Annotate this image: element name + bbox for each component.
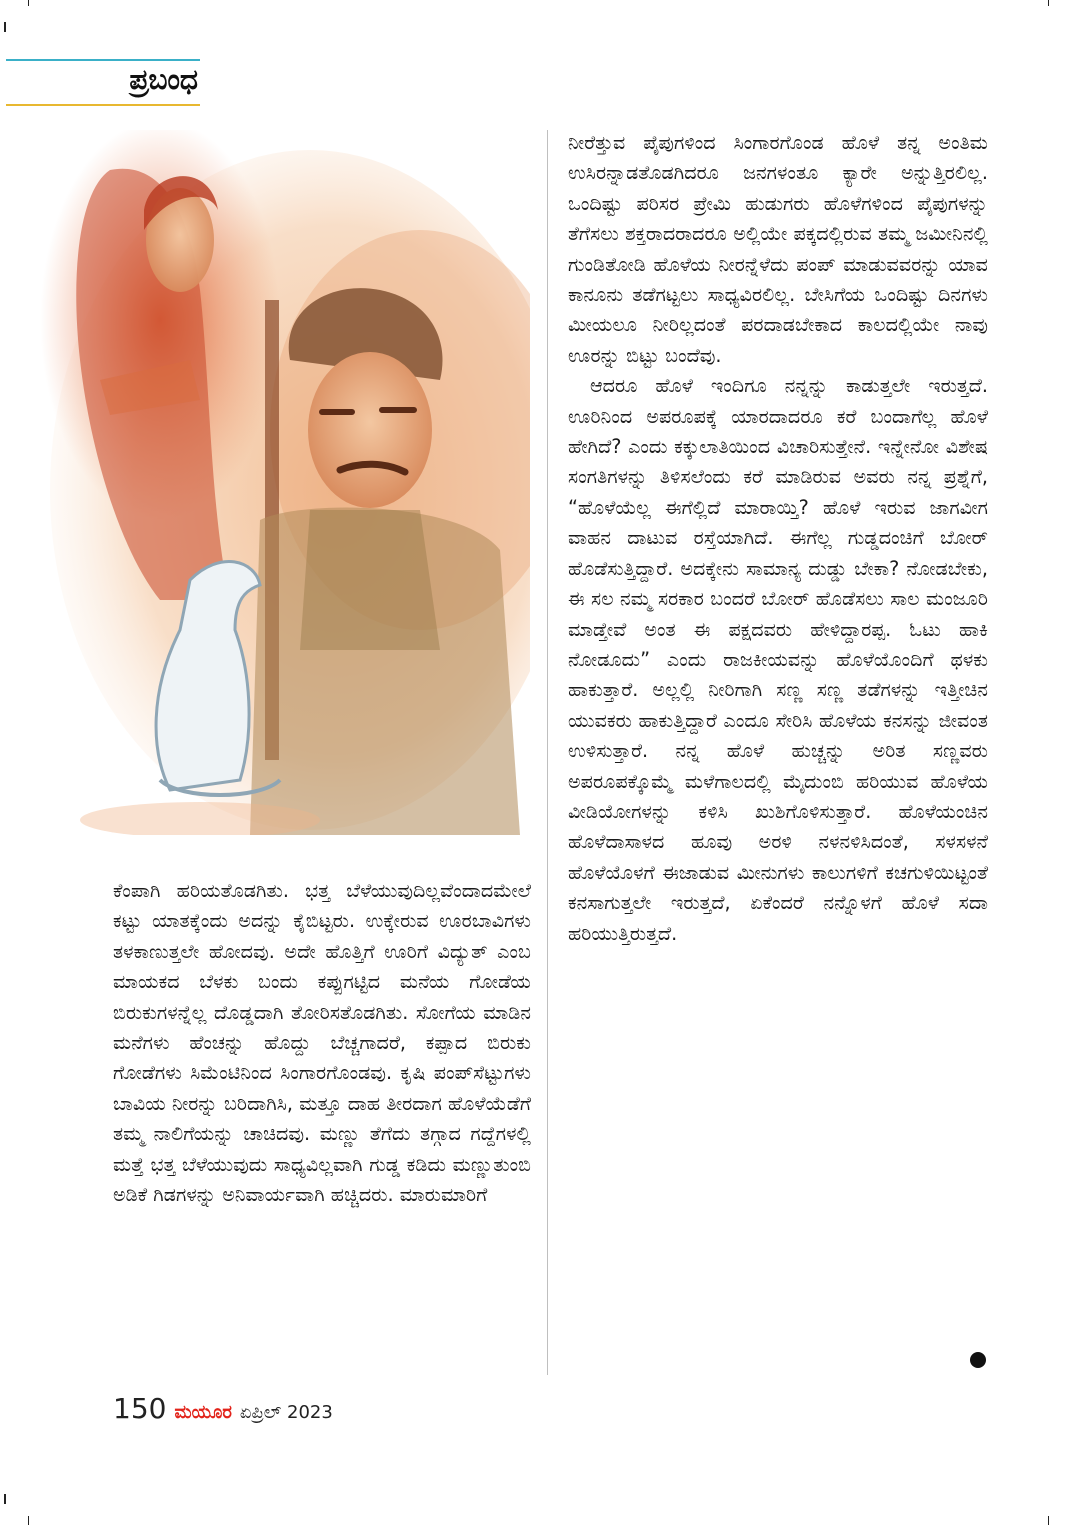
crop-mark xyxy=(4,1494,6,1504)
magazine-logo: ಮಯೂರ xyxy=(174,1402,232,1423)
body-paragraph: ಆದರೂ ಹೊಳೆ ಇಂದಿಗೂ ನನ್ನನ್ನು ಕಾಡುತ್ತಲೇ ಇರುತ್ತದೆ. ಊರಿನಿಂದ ಅಪರೂಪಕ್ಕೆ ಯಾರದಾದರೂ ಕರೆ ಬಂದಾಗೆಲ್ಲ ಹೊಳೆ ಹೇಗಿದೆ? ಎಂದು ಕಕ್ಕುಲಾತಿಯಿಂದ ವಿಚಾರಿಸುತ್ತೇನೆ. ಇನ್ನೇನೋ ವಿಶೇಷ ಸಂಗತಿಗಳನ್ನು ತಿಳಿಸಲೆಂದು ಕರೆ ಮಾಡಿರುವ ಅವರು ನನ್ನ ಪ್ರಶ್ನೆಗೆ, “ಹೊಳೆಯೆಲ್ಲ ಈಗೆಲ್ಲಿದೆ ಮಾರಾಯ್ತಿ? ಹೊಳೆ ಇರುವ ಜಾಗವೀಗ ವಾಹನ ದಾಟುವ ರಸ್ತೆಯಾಗಿದೆ. ಈಗೆಲ್ಲ ಗುಡ್ಡದಂಚಿಗೆ ಬೋರ್ ಹೊಡೆಸುತ್ತಿದ್ದಾರೆ. ಅದಕ್ಕೇನು ಸಾಮಾನ್ಯ ದುಡ್ಡು ಬೇಕಾ? ನೋಡಬೇಕು, ಈ ಸಲ ನಮ್ಮ ಸರಕಾರ ಬಂದರೆ ಬೋರ್ ಹೊಡೆಸಲು ಸಾಲ ಮಂಜೂರಿ ಮಾಡ್ತೇವೆ ಅಂತ ಈ ಪಕ್ಷದವರು ಹೇಳಿದ್ದಾರಪ್ಪ. ಓಟು ಹಾಕಿ ನೋಡೂದು” ಎಂದು ರಾಜಕೀಯವನ್ನು ಹೊಳೆಯೊಂದಿಗೆ ಥಳಕು ಹಾಕುತ್ತಾರೆ. ಅಲ್ಲಲ್ಲಿ ನೀರಿಗಾಗಿ ಸಣ್ಣ ಸಣ್ಣ ತಡೆಗಳನ್ನು ಇತ್ತೀಚಿನ ಯುವಕರು ಹಾಕುತ್ತಿದ್ದಾರೆ ಎಂದೂ ಸೇರಿಸಿ ಹೊಳೆಯ ಕನಸನ್ನು ಜೀವಂತ ಉಳಿಸುತ್ತಾರೆ. ನನ್ನ ಹೊಳೆ ಹುಚ್ಚನ್ನು ಅರಿತ ಸಣ್ಣವರು ಅಪರೂಪಕ್ಕೊಮ್ಮೆ ಮಳೆಗಾಲದಲ್ಲಿ ಮೈದುಂಬಿ ಹರಿಯುವ ಹೊಳೆಯ ವೀಡಿಯೋಗಳನ್ನು ಕಳಿಸಿ ಖುಶಿಗೊಳಿಸುತ್ತಾರೆ. ಹೊಳೆಯಂಚಿನ ಹೊಳೆದಾಸಾಳದ ಹೂವು ಅರಳಿ ನಳನಳಿಸಿದಂತೆ, ಸಳಸಳನೆ ಹೊಳೆಯೊಳಗೆ ಈಜಾಡುವ ಮೀನುಗಳು ಕಾಲುಗಳಿಗೆ ಕಚಗುಳಿಯಿಟ್ಟಂತೆ ಕನಸಾಗುತ್ತಲೇ ಇರುತ್ತದೆ, ಏಕೆಂದರೆ ನನ್ನೊಳಗೆ ಹೊಳೆ ಸದಾ ಹರಿಯುತ್ತಿರುತ್ತದೆ. xyxy=(568,374,988,945)
end-of-article-bullet xyxy=(970,1352,986,1368)
accent-rule-bottom xyxy=(6,104,200,106)
body-paragraph: ಕೆಂಪಾಗಿ ಹರಿಯತೊಡಗಿತು. ಭತ್ತ ಬೆಳೆಯುವುದಿಲ್ಲವೆಂದಾದಮೇಲೆ ಕಟ್ಟು ಯಾತಕ್ಕೆಂದು ಅದನ್ನು ಕೈಬಿಟ್ಟರು. ಉಕ್ಕೇರುವ ಊರಬಾವಿಗಳು ತಳಕಾಣುತ್ತಲೇ ಹೋದವು. ಅದೇ ಹೊತ್ತಿಗೆ ಊರಿಗೆ ವಿದ್ಯುತ್ ಎಂಬ ಮಾಯಕದ ಬೆಳಕು ಬಂದು ಕಪ್ಪುಗಟ್ಟಿದ ಮನೆಯ ಗೋಡೆಯ ಬಿರುಕುಗಳನ್ನೆಲ್ಲ ದೊಡ್ಡದಾಗಿ ತೋರಿಸತೊಡಗಿತು. ಸೋಗೆಯ ಮಾಡಿನ ಮನೆಗಳು ಹೆಂಚನ್ನು ಹೊದ್ದು ಬೆಚ್ಚಗಾದರೆ, ಕಪ್ಪಾದ ಬಿರುಕು ಗೋಡೆಗಳು ಸಿಮೆಂಟಿನಿಂದ ಸಿಂಗಾರಗೊಂಡವು. ಕೃಷಿ ಪಂಪ್‌ಸೆಟ್ಟುಗಳು ಬಾವಿಯ ನೀರನ್ನು ಬರಿದಾಗಿಸಿ, ಮತ್ತೂ ದಾಹ ತೀರದಾಗ ಹೊಳೆಯೆಡೆಗೆ ತಮ್ಮ ನಾಲಿಗೆಯನ್ನು ಚಾಚಿದವು. ಮಣ್ಣು ತೆಗೆದು ತಗ್ಗಾದ ಗದ್ದೆಗಳಲ್ಲಿ ಮತ್ತೆ ಭತ್ತ ಬೆಳೆಯುವುದು ಸಾಧ್ಯವಿಲ್ಲವಾಗಿ ಗುಡ್ಡ ಕಡಿದು ಮಣ್ಣುತುಂಬಿ ಅಡಿಕೆ ಗಿಡಗಳನ್ನು ಅನಿವಾರ್ಯವಾಗಿ ಹಚ್ಚಿದರು. ಮಾರುಮಾರಿಗೆ xyxy=(113,879,531,1207)
crop-mark xyxy=(4,22,6,32)
crop-mark xyxy=(1048,0,1049,6)
body-paragraph: ನೀರೆತ್ತುವ ಪೈಪುಗಳಿಂದ ಸಿಂಗಾರಗೊಂಡ ಹೊಳೆ ತನ್ನ ಅಂತಿಮ ಉಸಿರನ್ನಾಡತೊಡಗಿದರೂ ಜನಗಳಂತೂ ಕ್ಯಾರೇ ಅನ್ನುತ್ತಿರಲಿಲ್ಲ. ಒಂದಿಷ್ಟು ಪರಿಸರ ಪ್ರೇಮಿ ಹುಡುಗರು ಹೊಳೆಗಳಿಂದ ಪೈಪುಗಳನ್ನು ತೆಗೆಸಲು ಶಕ್ತರಾದರಾದರೂ ಅಲ್ಲಿಯೇ ಪಕ್ಕದಲ್ಲಿರುವ ತಮ್ಮ ಜಮೀನಿನಲ್ಲಿ ಗುಂಡಿತೋಡಿ ಹೊಳೆಯ ನೀರನ್ನೆಳೆದು ಪಂಪ್ ಮಾಡುವವರನ್ನು ಯಾವ ಕಾನೂನು ತಡೆಗಟ್ಟಲು ಸಾಧ್ಯವಿರಲಿಲ್ಲ. ಬೇಸಿಗೆಯ ಒಂದಿಷ್ಟು ದಿನಗಳು ಮೀಯಲೂ ನೀರಿಲ್ಲದಂತೆ ಪರದಾಡಬೇಕಾದ ಕಾಲದಲ್ಲಿಯೇ ನಾವು ಊರನ್ನು ಬಿಟ್ಟು ಬಂದೆವು. xyxy=(568,131,988,367)
crop-mark xyxy=(28,0,29,6)
section-title: ಪ್ರಬಂಧ xyxy=(129,63,198,96)
issue-date: ಏಪ್ರಿಲ್ 2023 xyxy=(239,1402,333,1423)
section-header xyxy=(0,56,200,108)
article-column-right xyxy=(568,128,988,949)
article-column-left xyxy=(113,876,531,1210)
page-footer xyxy=(113,1392,333,1426)
accent-rule-top xyxy=(6,59,200,61)
page-number: 150 xyxy=(113,1392,167,1425)
article-illustration xyxy=(40,130,530,835)
crop-mark xyxy=(28,1516,29,1525)
column-divider xyxy=(547,130,548,1375)
crop-mark xyxy=(1048,1516,1049,1525)
